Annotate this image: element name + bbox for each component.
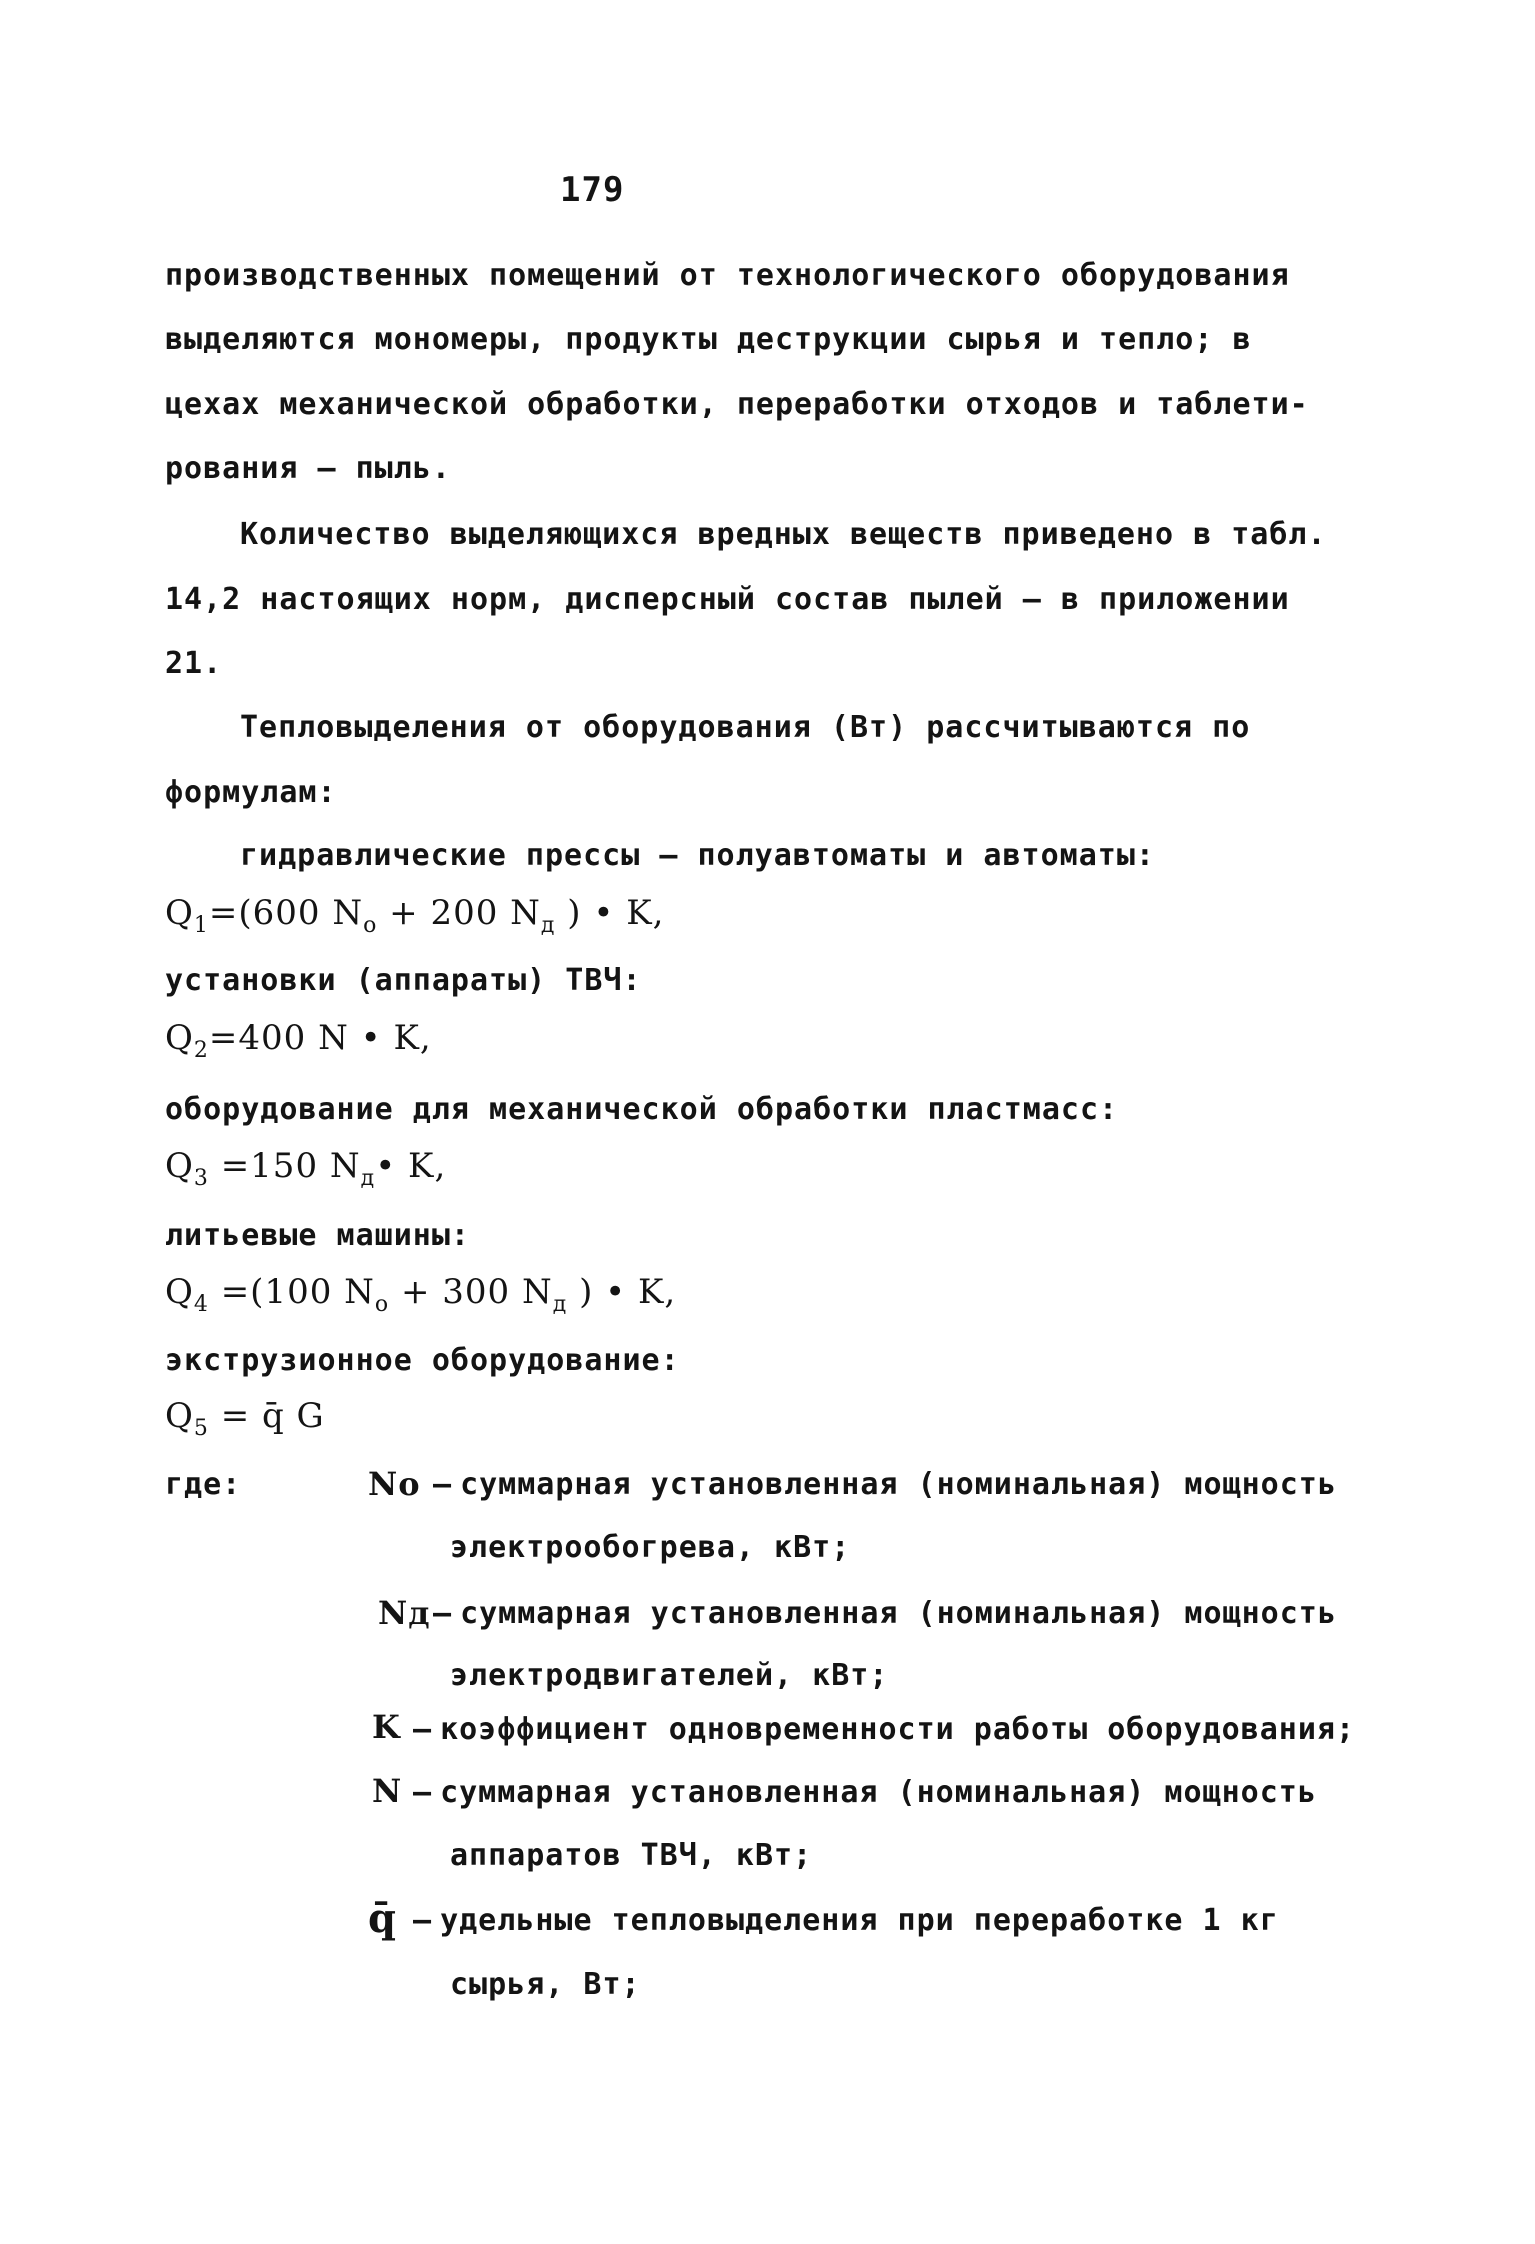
formula-1-d-sub: д (540, 913, 556, 938)
definition-5-symbol: q̄ (368, 1895, 397, 1942)
formula-1-body: =(600 N (208, 893, 364, 933)
formula-2-body: =400 N • K, (208, 1018, 432, 1058)
formula-5-label: экструзионное оборудование: (165, 1343, 680, 1378)
paragraph-3-line-1: Тепловыделения от оборудования (Вт) рассчитываются по (240, 710, 1251, 745)
formula-4-body: =(100 N (220, 1272, 375, 1312)
formula-5-q: Q (165, 1396, 194, 1436)
paragraph-2-line-2: 14,2 настоящих норм, дисперсный состав пылей – в приложении (165, 582, 1290, 617)
formula-3 (165, 1146, 446, 1191)
formula-5 (165, 1396, 325, 1441)
definition-3-line-1: – коэффициент одновременности работы оборудования; (413, 1712, 1356, 1747)
formula-1-mid: + 200 N (389, 893, 541, 933)
formula-4-d-sub: д (552, 1292, 568, 1317)
definition-3-symbol: K (372, 1708, 401, 1746)
definition-4-symbol: N (372, 1772, 403, 1810)
formula-3-body: =150 N (220, 1146, 361, 1186)
formula-4-label: литьевые машины: (165, 1218, 470, 1253)
definition-2-symbol: Nд (378, 1594, 431, 1632)
definition-1-symbol: Nо (368, 1465, 421, 1503)
formula-2-q: Q (165, 1018, 194, 1058)
formula-4-n-sub: o (374, 1292, 390, 1317)
formula-3-q: Q (165, 1146, 194, 1186)
definition-5-line-1: – удельные тепловыделения при переработке 1 кг (413, 1903, 1279, 1938)
paragraph-2-line-3: 21. (165, 646, 223, 681)
formula-4 (165, 1272, 676, 1317)
paragraph-1-line-2: выделяются мономеры, продукты деструкции сырья и тепло; в (165, 322, 1252, 357)
formula-2-label: установки (аппараты) ТВЧ: (165, 963, 642, 998)
definition-2-line-1: – суммарная установленная (номинальная) мощность (433, 1596, 1337, 1631)
formula-4-q: Q (165, 1272, 194, 1312)
formula-4-mid: + 300 N (400, 1272, 553, 1312)
formula-1-q-sub: 1 (193, 913, 209, 938)
formula-3-q-sub: 3 (193, 1166, 209, 1191)
page-number: 179 (560, 170, 625, 210)
formula-1 (165, 893, 664, 938)
formula-1-label: гидравлические прессы – полуавтоматы и автоматы: (240, 838, 1155, 873)
paragraph-1-line-1: производственных помещений от технологического оборудования (165, 258, 1290, 293)
formula-3-d-sub: д (360, 1166, 376, 1191)
paragraph-1-line-3: цехах механической обработки, переработки отходов и таблети- (165, 387, 1309, 422)
formula-2-q-sub: 2 (193, 1038, 209, 1063)
formula-1-q: Q (165, 893, 194, 933)
formula-3-label: оборудование для механической обработки пластмасс: (165, 1092, 1119, 1127)
where-label: где: (165, 1467, 242, 1502)
definition-1-line-2: электрообогрева, кВт; (450, 1530, 851, 1565)
paragraph-3-line-2: формулам: (165, 775, 337, 810)
definition-5-line-2: сырья, Вт; (450, 1967, 641, 2002)
formula-1-end: ) • K, (567, 893, 665, 933)
formula-5-body: = q̄ G (220, 1396, 325, 1436)
paragraph-2-line-1: Количество выделяющихся вредных веществ приведено в табл. (240, 517, 1327, 552)
definition-4-line-2: аппаратов ТВЧ, кВт; (450, 1838, 813, 1873)
formula-3-end: • K, (375, 1146, 447, 1186)
formula-4-end: ) • K, (579, 1272, 677, 1312)
definition-4-line-1: – суммарная установленная (номинальная) мощность (413, 1775, 1317, 1810)
definition-2-line-2: электродвигателей, кВт; (450, 1658, 889, 1693)
definition-1-line-1: – суммарная установленная (номинальная) мощность (433, 1467, 1337, 1502)
paragraph-1-line-4: рования – пыль. (165, 451, 451, 486)
formula-5-q-sub: 5 (193, 1416, 209, 1441)
formula-4-q-sub: 4 (193, 1292, 209, 1317)
formula-2 (165, 1018, 432, 1063)
formula-1-n-sub: o (363, 913, 378, 938)
